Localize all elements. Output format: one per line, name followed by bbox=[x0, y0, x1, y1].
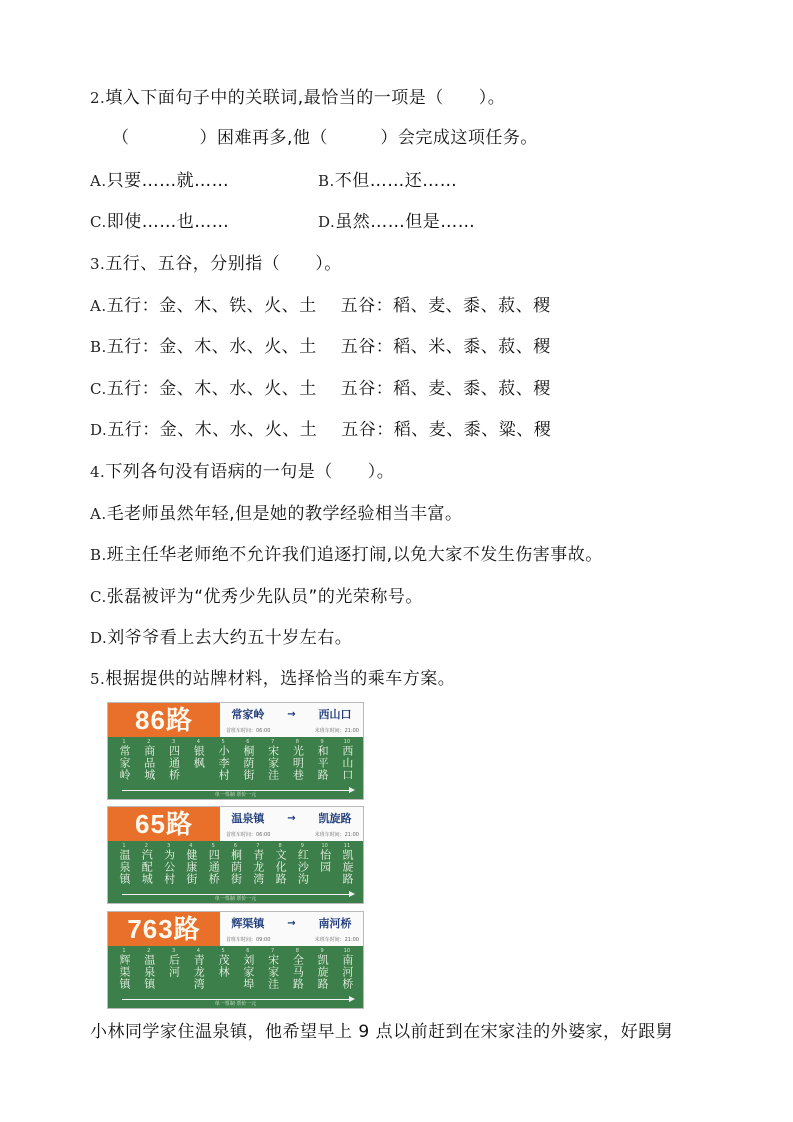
route-origin: 温泉镇 bbox=[231, 812, 265, 825]
stop: 2 温泉镇 bbox=[142, 948, 156, 990]
bus-sign-86 bbox=[107, 702, 364, 800]
option-wugu: 五谷：稻、米、黍、菽、稷 bbox=[340, 337, 551, 357]
stop: 8 全马路 bbox=[291, 948, 305, 990]
q2-stem-text: 填入下面句子中的关联词,最恰当的一项是（ ）。 bbox=[105, 88, 506, 108]
stop: 8 光明巷 bbox=[291, 739, 305, 781]
stop: 3 后河 bbox=[167, 948, 181, 978]
stop: 4 青龙湾 bbox=[192, 948, 206, 990]
stop: 7 青龙湾 bbox=[251, 843, 265, 885]
route-origin: 常家岭 bbox=[231, 708, 265, 721]
q4-option-d[interactable] bbox=[90, 627, 352, 649]
option-label: A. bbox=[90, 505, 107, 523]
q3-option-b[interactable] bbox=[90, 336, 551, 358]
stop: 10 怡园 bbox=[318, 843, 332, 873]
option-label: C. bbox=[90, 588, 107, 606]
stop: 9 红沙沟 bbox=[296, 843, 310, 885]
stop: 4 银枫 bbox=[192, 739, 206, 769]
last-bus-time: 末班车时间：21:00 bbox=[314, 832, 359, 838]
option-wugu: 五谷：稻、麦、黍、粱、稷 bbox=[341, 420, 552, 440]
option-label: B. bbox=[90, 546, 107, 564]
q4-number: 4. bbox=[90, 463, 106, 481]
option-label: B. bbox=[318, 172, 335, 190]
q4-stem-text: 下列各句没有语病的一句是（ ）。 bbox=[105, 462, 395, 482]
q2-sentence: （ ）困难再多,他（ ）会完成这项任务。 bbox=[112, 128, 538, 148]
stop: 1 温泉镇 bbox=[118, 843, 131, 885]
option-text: 即使……也…… bbox=[106, 212, 230, 232]
q3-stem bbox=[90, 253, 342, 275]
route-direction bbox=[220, 915, 363, 931]
stop: 3 为公村 bbox=[162, 843, 176, 885]
option-wugu: 五谷：稻、麦、黍、菽、稷 bbox=[340, 296, 551, 316]
q2-option-d[interactable] bbox=[318, 211, 475, 233]
q2-number: 2. bbox=[90, 89, 106, 107]
option-wuxing: 五行：金、木、水、火、土 bbox=[107, 420, 318, 440]
stop: 6 桐荫街 bbox=[229, 843, 243, 885]
q5-stem-text: 根据提供的站牌材料，选择恰当的乘车方案。 bbox=[105, 669, 456, 689]
route-number: 86路 bbox=[108, 703, 220, 737]
first-bus-time: 首班车时间：06:00 bbox=[226, 728, 271, 734]
stop: 9 和平路 bbox=[316, 739, 330, 781]
option-text: 班主任华老师绝不允许我们追逐打闹,以免大家不发生伤害事故。 bbox=[106, 545, 603, 565]
option-text: 刘爷爷看上去大约五十岁左右。 bbox=[107, 628, 353, 648]
q3-option-c[interactable] bbox=[90, 378, 551, 400]
option-text: 张磊被评为“优秀少先队员”的光荣称号。 bbox=[106, 587, 423, 607]
arrow-right-icon: → bbox=[287, 917, 296, 929]
stop: 6 刘家埠 bbox=[241, 948, 255, 990]
stop-list bbox=[114, 843, 357, 888]
option-wuxing: 五行：金、木、水、火、土 bbox=[106, 337, 317, 357]
q2-option-a[interactable] bbox=[90, 170, 229, 192]
stop: 1 常家岭 bbox=[118, 739, 131, 781]
option-label: D. bbox=[318, 213, 336, 231]
option-text: 毛老师虽然年轻,但是她的教学经验相当丰富。 bbox=[106, 504, 463, 524]
stop: 11 凯旋路 bbox=[340, 843, 354, 885]
option-wugu: 五谷：稻、麦、黍、菽、稷 bbox=[340, 379, 551, 399]
stop: 6 桐荫街 bbox=[241, 739, 255, 781]
fare-note: 单一票制 票价一元 bbox=[214, 1001, 257, 1007]
q3-option-a[interactable] bbox=[90, 295, 551, 317]
last-bus-time: 末班车时间：21:00 bbox=[314, 937, 359, 943]
first-bus-time: 首班车时间：09:00 bbox=[226, 937, 271, 943]
fare-note: 单一票制 票价一元 bbox=[214, 896, 257, 902]
q5-stem bbox=[90, 668, 455, 690]
stop-list bbox=[114, 948, 357, 993]
stop: 2 商品城 bbox=[142, 739, 156, 781]
route-destination: 南河桥 bbox=[318, 917, 352, 930]
stop: 5 小李村 bbox=[217, 739, 231, 781]
arrow-right-icon: → bbox=[287, 812, 296, 824]
route-destination: 西山口 bbox=[318, 708, 352, 721]
stop: 5 茂林 bbox=[217, 948, 231, 978]
option-label: C. bbox=[90, 380, 107, 398]
option-label: A. bbox=[90, 172, 107, 190]
route-destination: 凯旋路 bbox=[318, 812, 352, 825]
stop: 3 四通桥 bbox=[167, 739, 181, 781]
stop: 2 汽配城 bbox=[140, 843, 154, 885]
fare-note: 单一票制 票价一元 bbox=[214, 792, 257, 798]
option-label: D. bbox=[90, 421, 108, 439]
q3-stem-text: 五行、五谷，分别指（ ）。 bbox=[105, 254, 342, 274]
option-wuxing: 五行：金、木、铁、火、土 bbox=[106, 296, 317, 316]
stop: 5 四通桥 bbox=[207, 843, 221, 885]
route-origin: 辉渠镇 bbox=[231, 917, 265, 930]
option-label: A. bbox=[90, 297, 107, 315]
q4-option-a[interactable] bbox=[90, 503, 463, 525]
bus-sign-763 bbox=[107, 911, 364, 1009]
first-bus-time: 首班车时间：06:00 bbox=[226, 832, 271, 838]
route-direction bbox=[220, 810, 363, 826]
option-label: D. bbox=[90, 629, 108, 647]
stop: 9 凯旋路 bbox=[316, 948, 330, 990]
q3-option-d[interactable] bbox=[90, 419, 551, 441]
q4-option-c[interactable] bbox=[90, 586, 423, 608]
q2-option-c[interactable] bbox=[90, 211, 229, 233]
q4-option-b[interactable] bbox=[90, 544, 603, 566]
option-text: 虽然……但是…… bbox=[335, 212, 476, 232]
q2-stem bbox=[90, 87, 505, 109]
stop: 10 南河桥 bbox=[340, 948, 354, 990]
q5-scenario: 小林同学家住温泉镇，他希望早上 9 点以前赶到在宋家洼的外婆家，好跟舅 bbox=[90, 1022, 674, 1042]
option-wuxing: 五行：金、木、水、火、土 bbox=[106, 379, 317, 399]
stop: 10 西山口 bbox=[340, 739, 354, 781]
q3-number: 3. bbox=[90, 255, 106, 273]
option-text: 只要……就…… bbox=[106, 171, 230, 191]
stop: 8 文化路 bbox=[274, 843, 288, 885]
q2-option-b[interactable] bbox=[318, 170, 457, 192]
arrow-right-icon: → bbox=[287, 708, 296, 720]
stop: 1 辉渠镇 bbox=[118, 948, 131, 990]
route-number: 65路 bbox=[108, 807, 220, 841]
last-bus-time: 末班车时间：21:00 bbox=[314, 728, 359, 734]
bus-sign-65 bbox=[107, 806, 364, 904]
stop: 7 宋家洼 bbox=[266, 739, 280, 781]
option-label: C. bbox=[90, 213, 107, 231]
option-label: B. bbox=[90, 338, 107, 356]
option-text: 不但……还…… bbox=[334, 171, 458, 191]
q4-stem bbox=[90, 461, 394, 483]
q5-number: 5. bbox=[90, 670, 106, 688]
stop: 4 健康街 bbox=[184, 843, 198, 885]
route-direction bbox=[220, 706, 363, 722]
stop: 7 宋家洼 bbox=[266, 948, 280, 990]
stop-list bbox=[114, 739, 357, 784]
route-number: 763路 bbox=[108, 912, 220, 946]
